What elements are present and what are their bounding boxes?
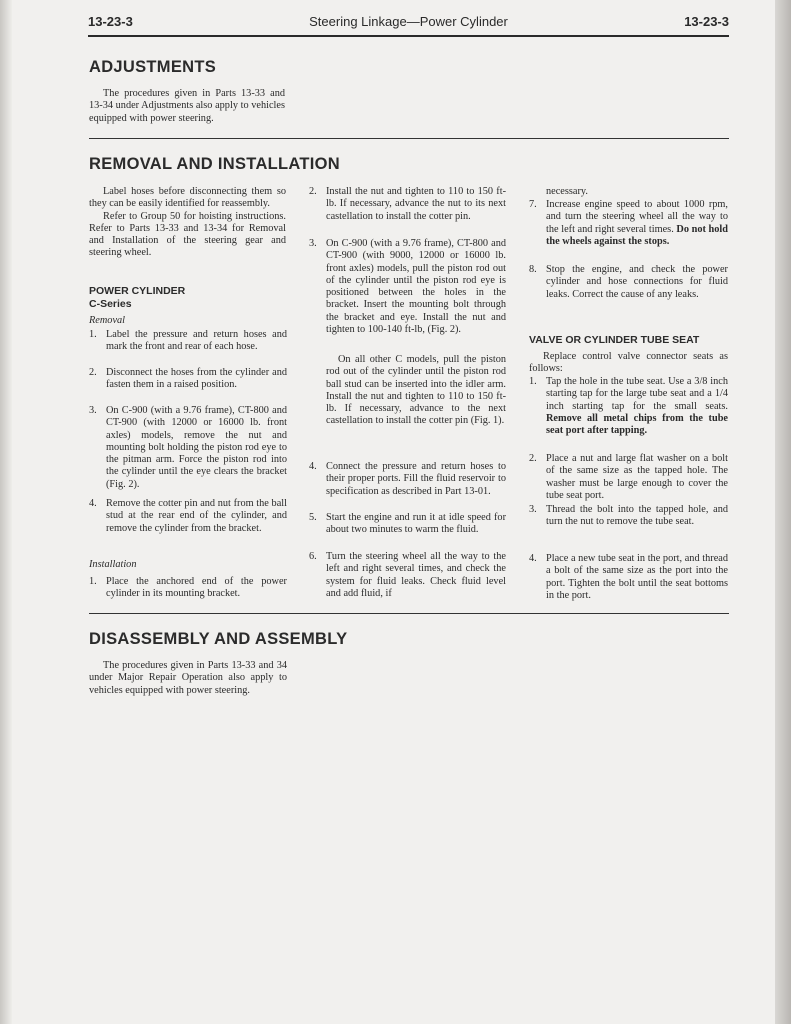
disassembly-heading: DISASSEMBLY AND ASSEMBLY: [89, 630, 348, 648]
removal-installation-heading: REMOVAL AND INSTALLATION: [89, 155, 341, 173]
installation-step: 7. Increase engine speed to about 1000 rpm, and turn the steering wheel all the way to the left and right several times. Do not hold the wheels against the stops.: [529, 199, 729, 247]
valve-seat-intro: Replace control valve connector seats as follows:: [529, 351, 728, 375]
section-divider: [89, 138, 729, 139]
step1-warning: Remove all metal chips from the tube seat port after tapping.: [546, 412, 728, 437]
adjustments-heading: ADJUSTMENTS: [89, 58, 217, 76]
page-number-left: 13-23-3: [88, 14, 133, 29]
removal-step: 3. On C-900 (with a 9.76 frame), CT-800 and CT-900 (with 12000 or 16000 lb. front axles) models, remove the nut and mounting bolt holding the piston rod eye to the pitman arm. Force the piston rod into the cylinder until the eye clears the bracket (Fig. 2).: [89, 405, 287, 490]
installation-step: 1. Place the anchored end of the power cylinder in its mounting bracket.: [89, 576, 287, 600]
page-binding-edge: [0, 0, 12, 1024]
installation-step: 8. Stop the engine, and check the power cylinder and hose connections for fluid leaks. Correct the cause of any leaks.: [529, 264, 728, 300]
removal-step: 2. Disconnect the hoses from the cylinder and fasten them in a raised position.: [89, 367, 287, 391]
power-cylinder-heading: POWER CYLINDER: [89, 285, 186, 297]
valve-seat-step: 3. Thread the bolt into the tapped hole, and turn the nut to remove the tube seat.: [529, 504, 728, 528]
removal-subheading: Removal: [89, 315, 126, 326]
page-header: [88, 13, 729, 37]
c-series-heading: C-Series: [89, 298, 132, 310]
removal-intro: [89, 186, 286, 260]
step7-warning: Do not hold the wheels against the stops.: [546, 223, 729, 247]
section-divider: [89, 613, 729, 614]
installation-step: 4. Connect the pressure and return hoses to their proper ports. Fill the fluid reservoir to specification as described in Part 13-01.: [309, 461, 506, 497]
intro-paragraph-2: Refer to Group 50 for hoisting instructions. Refer to Parts 13-33 and 13-34 for Removal and Installation of the steering gear and steering wheel.: [89, 210, 286, 259]
valve-seat-step: 1. Tap the hole in the tube seat. Use a 3/8 inch starting tap for the large tube seat and a 1/4 inch starting tap for the small seats. Remove all metal chips from the tube seat port after tapping.: [529, 376, 728, 437]
valve-seat-step: 2. Place a nut and large flat washer on a bolt of the same size as the tapped hole. The washer must be large enough to cover the tube seat port.: [529, 453, 728, 501]
page-title: Steering Linkage—Power Cylinder: [309, 14, 508, 29]
installation-step-continued: necessary.: [546, 186, 588, 197]
installation-step: 5. Start the engine and run it at idle speed for about two minutes to warm the fluid.: [309, 512, 506, 536]
installation-step: 6. Turn the steering wheel all the way to the left and right several times, and check the system for fluid leaks. Check fluid level and add fluid, if: [309, 551, 506, 599]
disassembly-paragraph: The procedures given in Parts 13-33 and 34 under Major Repair Operation also apply to vehicles equipped with power steering.: [89, 660, 287, 696]
adjustments-text: [89, 88, 285, 125]
page-right-edge: [775, 0, 791, 1024]
installation-step-continued: On all other C models, pull the piston rod out of the cylinder until the piston rod ball stud can be inserted into the idler arm. Install the nut and tighten to 110 to 150 ft-lb. If necessary, advance to the next castellation to install the cotter pin (Fig. 1).: [326, 354, 506, 427]
valve-seat-step: 4. Place a new tube seat in the port, and thread a bolt of the same size as the port into the port. Tighten the bolt until the seat bottoms in the port.: [529, 553, 728, 601]
removal-step: 1. Label the pressure and return hoses and mark the front and rear of each hose.: [89, 329, 287, 353]
page-number-right: 13-23-3: [684, 14, 729, 29]
disassembly-text: [89, 660, 287, 697]
installation-step: 3. On C-900 (with a 9.76 frame), CT-800 and CT-900 (with 9000, 12000 or 16000 lb. front axles) models, pull the piston rod out of the cylinder until the piston rod eye is positioned between the holes in the bracket. Insert the mounting bolt through the bracket and eye. Install the nut and tighten to 100-140 ft-lb, (Fig. 2).: [309, 238, 506, 336]
installation-step: 2. Install the nut and tighten to 110 to 150 ft-lb. If necessary, advance the nut to its next castellation to install the cotter pin.: [309, 186, 506, 222]
adjustments-paragraph: The procedures given in Parts 13-33 and 13-34 under Adjustments also apply to vehicles equipped with power steering.: [89, 88, 285, 124]
intro-paragraph-1: Label hoses before disconnecting them so they can be easily identified for reassembly.: [89, 186, 286, 210]
removal-step: 4. Remove the cotter pin and nut from the ball stud at the rear end of the cylinder, and remove the cylinder from the bracket.: [89, 498, 287, 534]
valve-seat-heading: VALVE OR CYLINDER TUBE SEAT: [529, 334, 700, 346]
installation-subheading: Installation: [89, 559, 137, 570]
